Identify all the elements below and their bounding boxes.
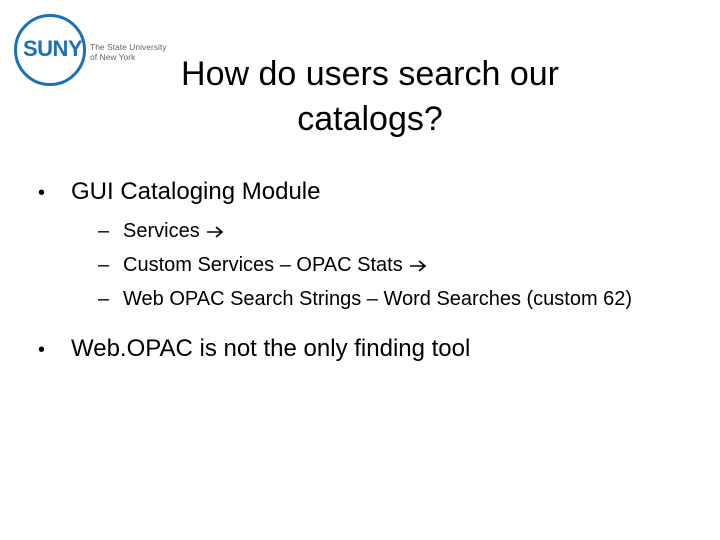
sub-bullet-text: Custom Services – OPAC Stats	[123, 254, 403, 276]
bullet-dot: •	[38, 182, 46, 204]
sub-bullet-list	[98, 217, 678, 313]
bullet-item	[38, 333, 678, 366]
sub-bullet-dash: –	[98, 220, 110, 242]
arrow-right-icon	[409, 251, 427, 279]
logo-wordmark: SUNY	[23, 36, 83, 61]
bullet-list	[38, 176, 678, 366]
slide-title: How do users search our catalogs?	[181, 55, 559, 138]
sub-bullet-item	[98, 217, 678, 245]
logo-subtitle: The State University of New York	[90, 42, 167, 62]
sub-bullet-dash: –	[98, 254, 110, 276]
bullet-text: Web.OPAC is not the only finding tool	[71, 335, 471, 362]
bullet-item	[38, 176, 678, 209]
sub-bullet-item	[98, 285, 678, 313]
bullet-dot: •	[38, 339, 46, 361]
bullet-text: GUI Cataloging Module	[71, 178, 321, 205]
sub-bullet-dash: –	[98, 288, 110, 310]
sub-bullet-text: Services	[123, 220, 200, 242]
sub-bullet-text: Web OPAC Search Strings – Word Searches (custom 62)	[123, 288, 633, 310]
arrow-right-icon	[206, 217, 224, 245]
sub-bullet-item	[98, 251, 678, 279]
